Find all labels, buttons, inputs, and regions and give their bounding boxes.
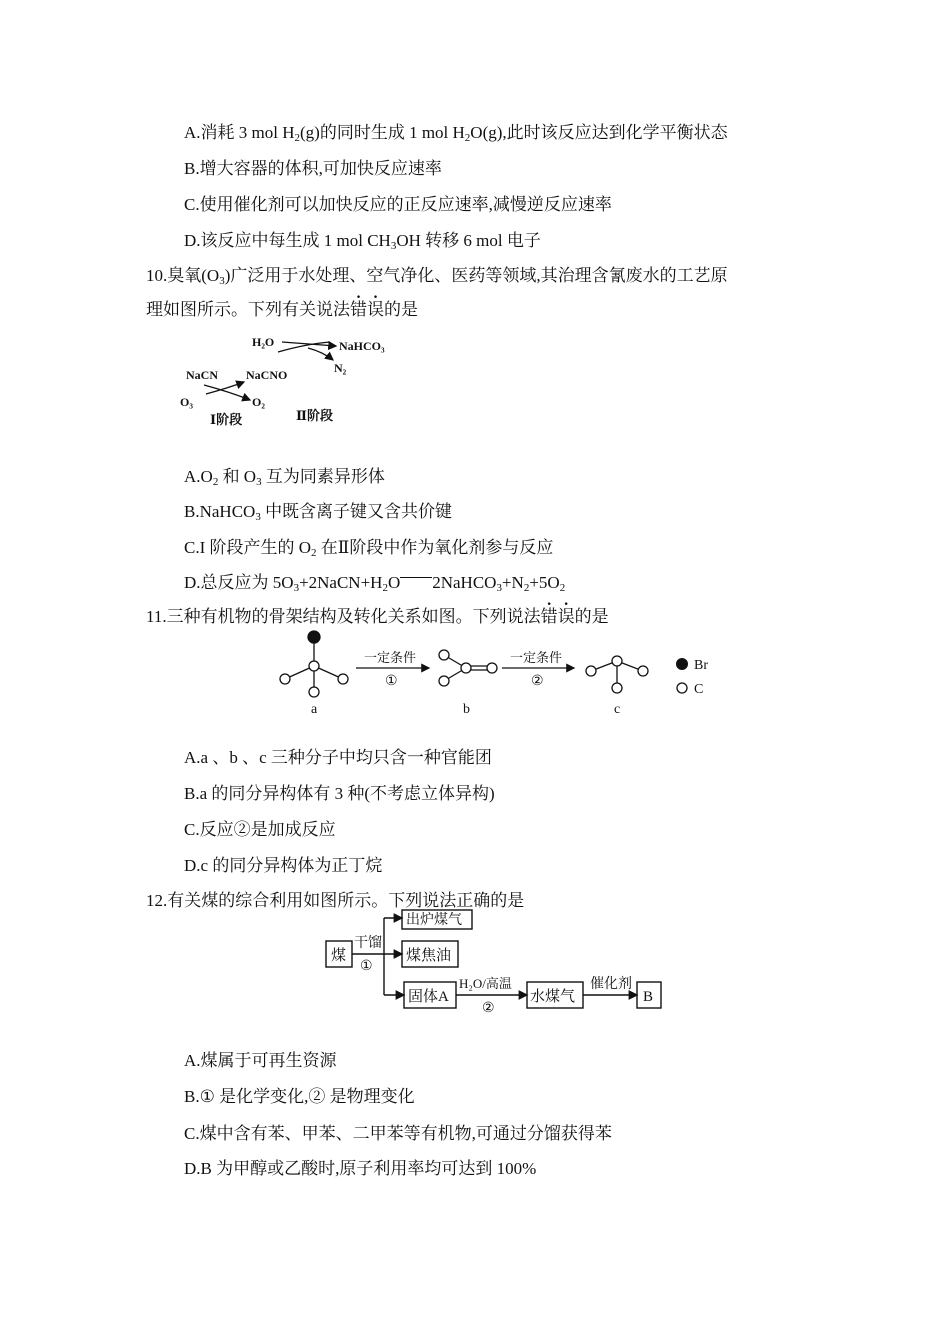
- q9-option-b: B.增大容器的体积,可加快反应速率: [184, 159, 442, 178]
- molecule-b: [439, 650, 497, 686]
- fig10-stage1: Ⅰ阶段: [210, 412, 243, 427]
- fig10-o3: O₃: [180, 395, 193, 409]
- q12-option-d: D.B 为甲醇或乙酸时,原子利用率均可达到 100%: [184, 1159, 537, 1178]
- q10-stem-line1: 10.臭氧$(O_3)$广泛用于水处理、空气净化、医药等领域,其治理含氰废水的工艺原: [146, 266, 728, 287]
- solid-label: 固体A: [408, 989, 449, 1005]
- legend-br: Br: [694, 658, 708, 673]
- product-label: B: [643, 989, 654, 1005]
- q12-stem: 12.有关煤的综合利用如图所示。下列说法正确的是: [146, 891, 525, 910]
- legend-c: C: [694, 682, 704, 697]
- fig10-h2o: H₂O: [252, 335, 275, 349]
- q9-option-c: C.使用催化剂可以加快反应的正反应速率,减慢逆反应速率: [184, 195, 612, 214]
- legend-br-dot: [676, 658, 688, 670]
- q11-option-d: D.c 的同分异构体为正丁烷: [184, 856, 383, 875]
- fig10-arrow-to-n2: [308, 348, 333, 360]
- q10-option-c: C.I 阶段产生的 $O_2$ 在Ⅱ阶段中作为氧化剂参与反应: [184, 538, 554, 559]
- q11-option-b: B.a 的同分异构体有 3 种(不考虑立体异构): [184, 784, 495, 803]
- q12-figure: [322, 908, 667, 1016]
- step1-label: ①: [360, 959, 373, 974]
- step1-label: ①: [385, 674, 398, 689]
- q11-figure: [274, 628, 724, 723]
- q12-option-a: A.煤属于可再生资源: [184, 1051, 337, 1070]
- label-a: a: [311, 702, 318, 717]
- q9-option-d: D.该反应中每生成 1 mol $CH_3OH$ 转移 6 mol 电子: [184, 231, 541, 252]
- cond1-label: 一定条件: [364, 650, 417, 665]
- q12-option-b: B.① 是化学变化,② 是物理变化: [184, 1087, 415, 1106]
- q10-option-b: B.NaHCO$_3$ 中既含离子键又含共价键: [184, 502, 453, 523]
- q10-option-a: $A.O_2$ 和 $O_3$ 互为同素异形体: [184, 467, 385, 488]
- step2-label: ②: [531, 674, 544, 689]
- q10-figure: [178, 330, 398, 430]
- q11-option-c: C.反应②是加成反应: [184, 820, 336, 839]
- water-gas-label: 水煤气: [530, 989, 576, 1005]
- label-c: c: [614, 702, 621, 717]
- fig10-nahco3: NaHCO₃: [339, 339, 385, 353]
- fig10-nacn: NaCN: [186, 368, 218, 382]
- q12-option-c: C.煤中含有苯、甲苯、二甲苯等有机物,可通过分馏获得苯: [184, 1124, 612, 1143]
- coal-label: 煤: [331, 948, 347, 964]
- fig10-o2: O₂: [252, 395, 265, 409]
- catalyst-label: 催化剂: [590, 977, 632, 992]
- fig10-nacno: NaCNO: [246, 368, 288, 382]
- q9-option-a: A.消耗 3 mol $H_2(g)$的同时生成 1 mol $H_2O(g)$,此时该反应达到化学平衡状态: [184, 123, 728, 144]
- cond2-label: 一定条件: [510, 650, 563, 665]
- legend-c-dot: [677, 683, 687, 693]
- tar-label: 煤焦油: [406, 948, 452, 964]
- equation-equals-line: [400, 577, 432, 578]
- q11-stem: 11.三种有机物的骨架结构及转化关系如图。下列说法错误的是: [146, 607, 609, 626]
- fig10-arrow-stage1-top: [206, 382, 244, 394]
- fig10-n2: N₂: [334, 361, 347, 375]
- molecule-a: [280, 631, 348, 697]
- q10-option-d: D.总反应为 $5O_3+2NaCN+H_2O$ $2NaHCO_3+N_2+5O_2$: [184, 573, 566, 594]
- step2-label: ②: [482, 1001, 495, 1016]
- q11-option-a: A.a 、b 、c 三种分子中均只含一种官能团: [184, 748, 492, 767]
- fig10-stage2: Ⅱ阶段: [296, 408, 333, 423]
- dry-distill-label: 干馏: [354, 936, 382, 951]
- gas-label: 出炉煤气: [406, 913, 462, 928]
- label-b: b: [463, 702, 470, 717]
- molecule-c: [586, 656, 648, 693]
- q10-stem-line2: 理如图所示。下列有关说法错误的是: [146, 300, 418, 319]
- cond-label: H₂O/高温: [459, 976, 512, 991]
